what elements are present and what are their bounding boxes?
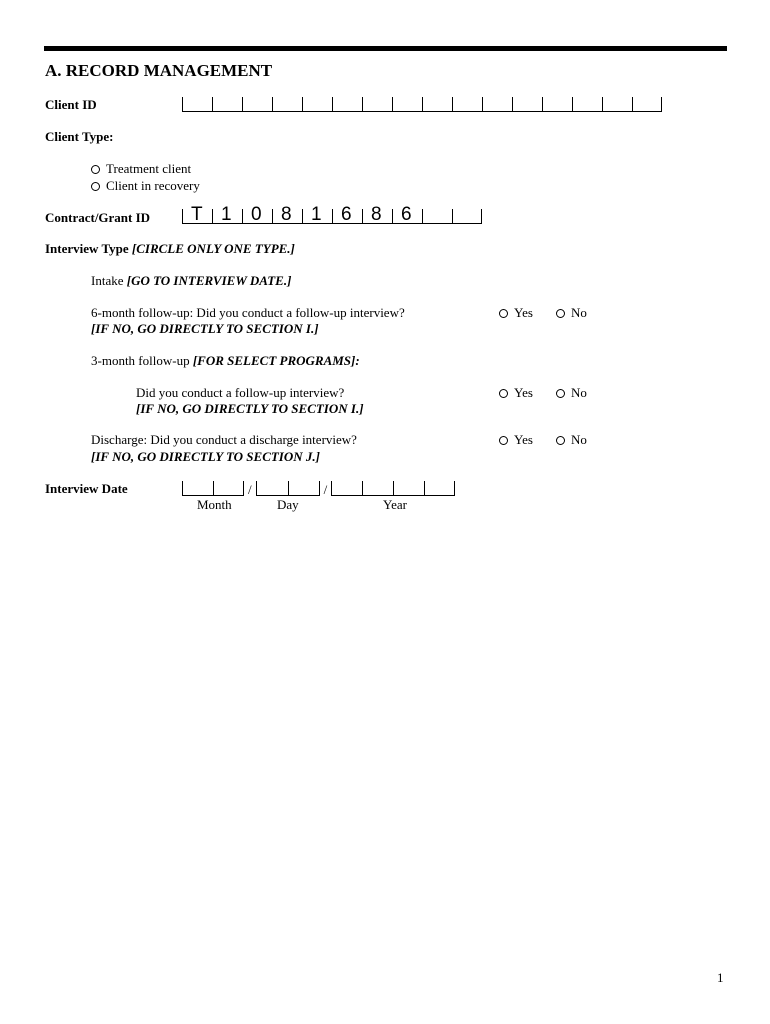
contract-grant-id-boxes[interactable] — [182, 204, 482, 225]
client-id-box[interactable] — [602, 97, 632, 112]
contract-id-box[interactable] — [272, 204, 302, 225]
discharge-option[interactable]: Discharge: Did you conduct a discharge interview? — [91, 432, 357, 447]
contract-id-box[interactable] — [362, 204, 392, 225]
discharge-no[interactable]: No — [556, 432, 587, 448]
contract-id-digit: 6 — [341, 204, 352, 225]
client-id-box[interactable] — [542, 97, 572, 112]
interview-type-label: Interview Type — [45, 241, 129, 256]
six-month-instruction: [IF NO, GO DIRECTLY TO SECTION I.] — [91, 321, 319, 336]
date-separator: / — [323, 482, 328, 497]
contract-id-box[interactable] — [422, 209, 452, 224]
day-box[interactable] — [288, 481, 320, 496]
interview-type-instruction: [CIRCLE ONLY ONE TYPE.] — [131, 241, 295, 256]
client-type-option-treatment[interactable]: Treatment client — [91, 161, 191, 177]
intake-option[interactable]: Intake [GO TO INTERVIEW DATE.] — [91, 273, 292, 288]
contract-id-box[interactable] — [332, 204, 362, 225]
client-type-label: Client Type: — [45, 129, 114, 144]
year-box[interactable] — [424, 481, 455, 496]
year-caption: Year — [383, 497, 407, 512]
year-box[interactable] — [362, 481, 393, 496]
contract-id-digit: 8 — [371, 204, 382, 225]
month-box[interactable] — [213, 481, 244, 496]
contract-grant-id-label: Contract/Grant ID — [45, 210, 151, 225]
contract-id-digit: 1 — [311, 204, 322, 225]
radio-icon[interactable] — [556, 389, 565, 398]
year-box[interactable] — [331, 481, 362, 496]
day-caption: Day — [277, 497, 299, 512]
interview-date-label: Interview Date — [45, 481, 128, 496]
radio-icon[interactable] — [499, 436, 508, 445]
client-id-box[interactable] — [452, 97, 482, 112]
contract-id-box[interactable] — [212, 204, 242, 225]
client-id-box[interactable] — [512, 97, 542, 112]
client-id-box[interactable] — [242, 97, 272, 112]
client-id-boxes[interactable] — [182, 96, 662, 112]
month-caption: Month — [197, 497, 232, 512]
top-rule — [44, 46, 727, 51]
three-month-instruction: [IF NO, GO DIRECTLY TO SECTION I.] — [136, 401, 364, 416]
contract-id-box[interactable] — [242, 204, 272, 225]
client-id-box[interactable] — [362, 97, 392, 112]
client-id-box[interactable] — [572, 97, 602, 112]
radio-icon[interactable] — [91, 182, 100, 191]
contract-id-digit: 0 — [251, 204, 262, 225]
three-month-option[interactable]: 3-month follow-up [FOR SELECT PROGRAMS]: — [91, 353, 360, 368]
client-id-box[interactable] — [272, 97, 302, 112]
radio-icon[interactable] — [556, 309, 565, 318]
radio-icon[interactable] — [499, 389, 508, 398]
contract-id-digit: T — [191, 204, 203, 225]
client-id-box[interactable] — [302, 97, 332, 112]
interview-type-heading — [45, 241, 295, 257]
month-box[interactable] — [182, 481, 213, 496]
client-type-option-recovery[interactable]: Client in recovery — [91, 178, 200, 194]
contract-id-box[interactable] — [452, 209, 482, 224]
day-box[interactable] — [256, 481, 288, 496]
contract-id-digit: 1 — [221, 204, 232, 225]
radio-icon[interactable] — [556, 436, 565, 445]
radio-icon[interactable] — [499, 309, 508, 318]
client-id-label: Client ID — [45, 97, 97, 112]
client-id-box[interactable] — [632, 97, 662, 112]
client-id-box[interactable] — [332, 97, 362, 112]
six-month-yes[interactable]: Yes — [499, 305, 533, 321]
contract-id-digit: 8 — [281, 204, 292, 225]
client-id-box[interactable] — [212, 97, 242, 112]
page-number: 1 — [717, 970, 724, 985]
client-id-box[interactable] — [422, 97, 452, 112]
discharge-yes[interactable]: Yes — [499, 432, 533, 448]
three-month-question: Did you conduct a follow-up interview? — [136, 385, 345, 400]
interview-date-boxes[interactable] — [182, 480, 455, 496]
contract-id-digit: 6 — [401, 204, 412, 225]
contract-id-box[interactable] — [392, 204, 422, 225]
contract-id-box[interactable] — [302, 204, 332, 225]
six-month-no[interactable]: No — [556, 305, 587, 321]
client-id-box[interactable] — [392, 97, 422, 112]
six-month-question[interactable]: 6-month follow-up: Did you conduct a follow-up interview? — [91, 305, 405, 320]
discharge-instruction: [IF NO, GO DIRECTLY TO SECTION J.] — [91, 449, 320, 464]
contract-id-box[interactable] — [182, 204, 212, 225]
client-id-box[interactable] — [482, 97, 512, 112]
three-month-no[interactable]: No — [556, 385, 587, 401]
section-title: A. RECORD MANAGEMENT — [45, 61, 273, 80]
date-separator: / — [248, 482, 252, 497]
client-id-box[interactable] — [182, 97, 212, 112]
year-box[interactable] — [393, 481, 424, 496]
three-month-yes[interactable]: Yes — [499, 385, 533, 401]
radio-icon[interactable] — [91, 165, 100, 174]
